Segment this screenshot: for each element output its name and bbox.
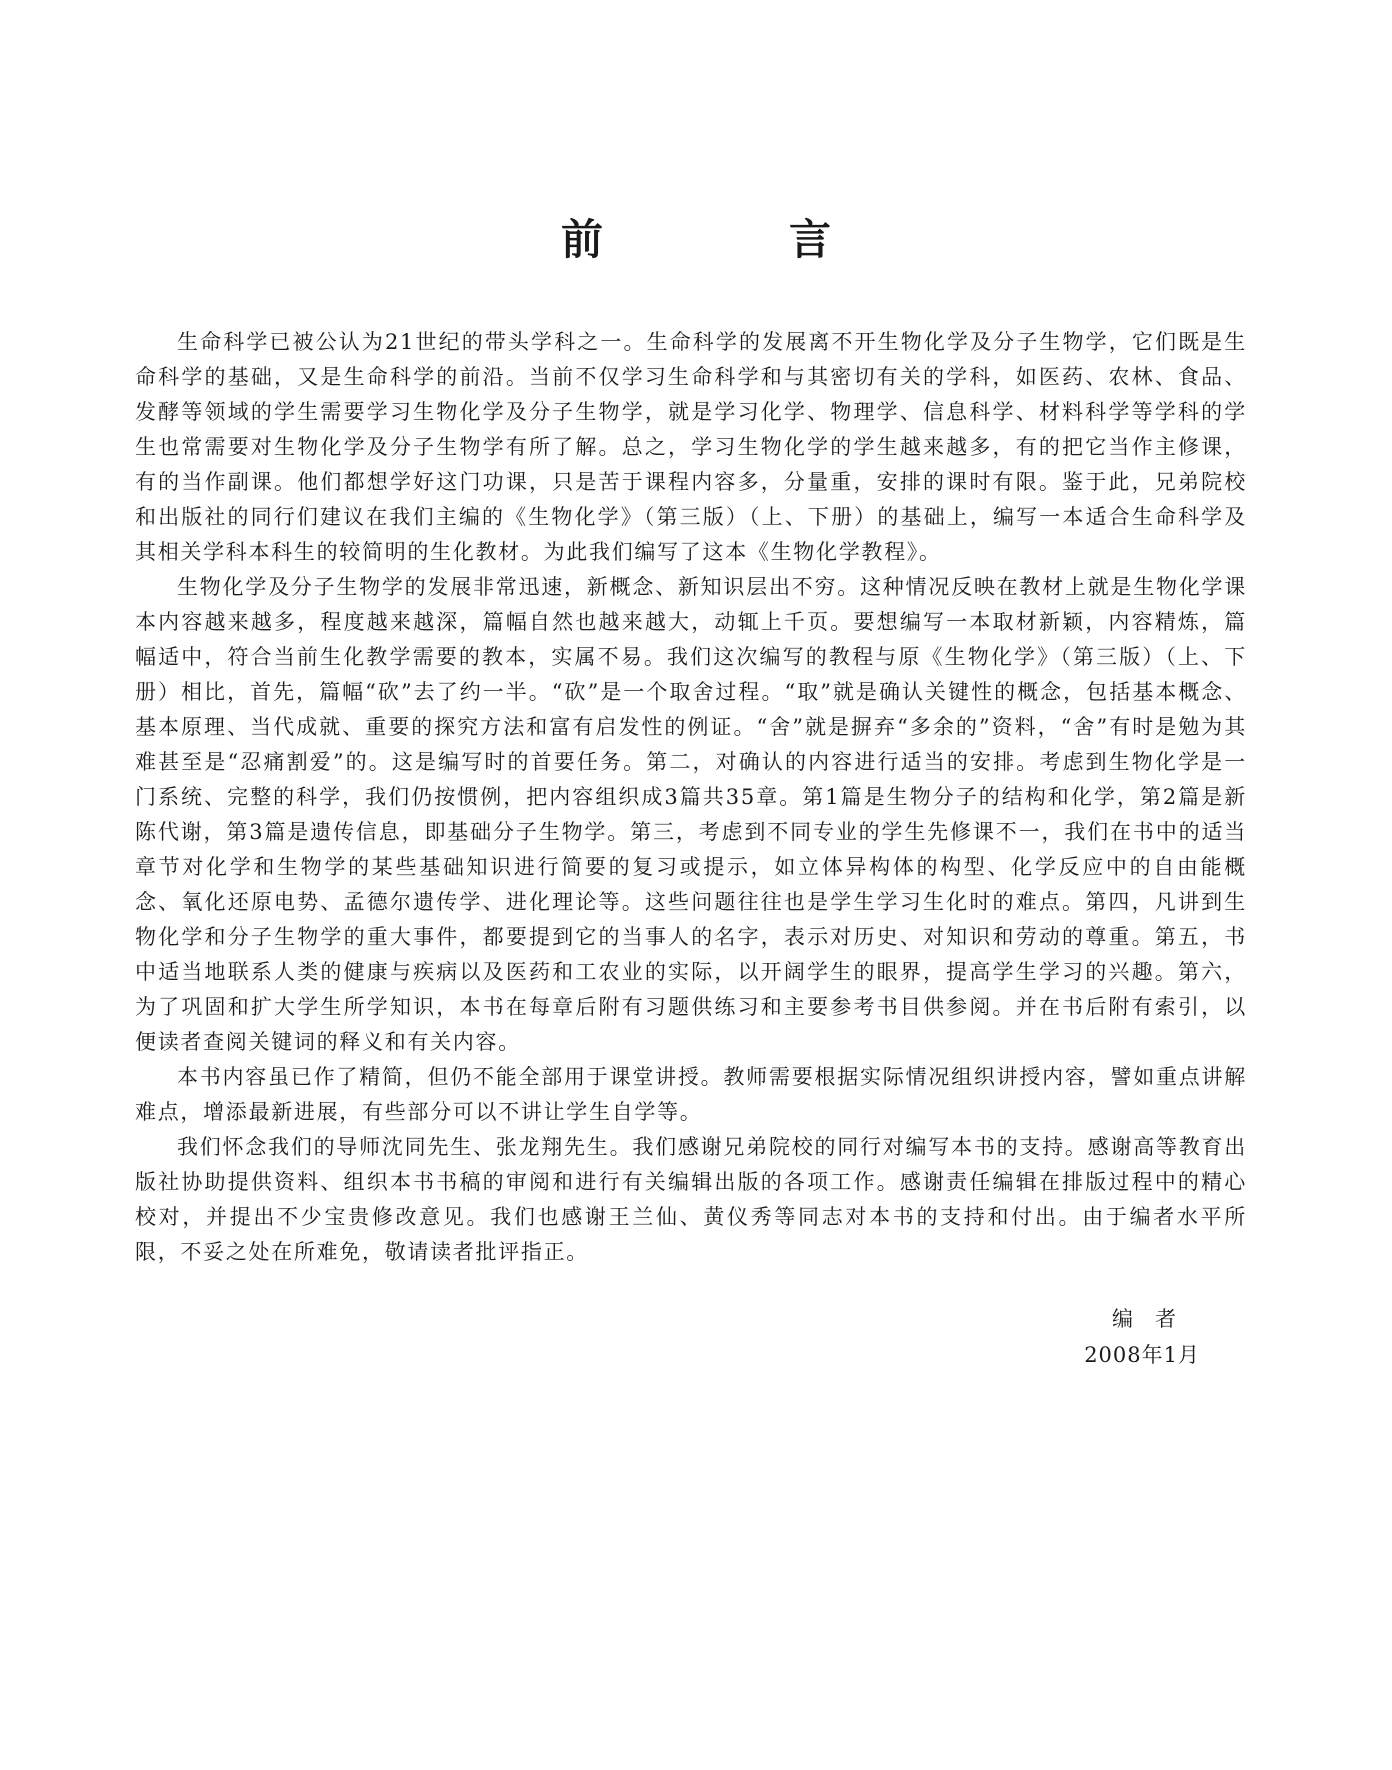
paragraph-1: 生命科学已被公认为21世纪的带头学科之一。生命科学的发展离不开生物化学及分子生物学，它们既是生命科学的基础，又是生命科学的前沿。当前不仅学习生命科学和与其密切有关的学科，如医药、农林、食品、发酵等领域的学生需要学习生物化学及分子生物学，就是学习化学、物理学、信息科学、材料科学等学科的学生也常需要对生物化学及分子生物学有所了解。总之，学习生物化学的学生越来越多，有的把它当作主修课，有的当作副课。他们都想学好这门功课，只是苦于课程内容多，分量重，安排的课时有限。鉴于此，兄弟院校和出版社的同行们建议在我们主编的《生物化学》（第三版）（上、下册）的基础上，编写一本适合生命科学及其相关学科本科生的较简明的生化教材。为此我们编写了这本《生物化学教程》。	[135, 330, 1247, 564]
preface-body	[135, 325, 1247, 1270]
signature-date: 2008年1月	[1084, 1343, 1200, 1367]
paragraph-3: 本书内容虽已作了精简，但仍不能全部用于课堂讲授。教师需要根据实际情况组织讲授内容，譬如重点讲解难点，增添最新进展，有些部分可以不讲让学生自学等。	[135, 1065, 1247, 1124]
paragraph-2: 生物化学及分子生物学的发展非常迅速，新概念、新知识层出不穷。这种情况反映在教材上就是生物化学课本内容越来越多，程度越来越深，篇幅自然也越来越大，动辄上千页。要想编写一本取材新颖，内容精炼，篇幅适中，符合当前生化教学需要的教本，实属不易。我们这次编写的教程与原《生物化学》（第三版）（上、下册）相比，首先，篇幅“砍”去了约一半。“砍”是一个取舍过程。“取”就是确认关键性的概念，包括基本概念、基本原理、当代成就、重要的探究方法和富有启发性的例证。“舍”就是摒弃“多余的”资料，“舍”有时是勉为其难甚至是“忍痛割爱”的。这是编写时的首要任务。第二，对确认的内容进行适当的安排。考虑到生物化学是一门系统、完整的科学，我们仍按惯例，把内容组织成3篇共35章。第1篇是生物分子的结构和化学，第2篇是新陈代谢，第3篇是遗传信息，即基础分子生物学。第三，考虑到不同专业的学生先修课不一，我们在书中的适当章节对化学和生物学的某些基础知识进行简要的复习或提示，如立体异构体的构型、化学反应中的自由能概念、氧化还原电势、孟德尔遗传学、进化理论等。这些问题往往也是学生学习生化时的难点。第四，凡讲到生物化学和分子生物学的重大事件，都要提到它的当事人的名字，表示对历史、对知识和劳动的尊重。第五，书中适当地联系人类的健康与疾病以及医药和工农业的实际，以开阔学生的眼界，提高学生学习的兴趣。第六，为了巩固和扩大学生所学知识，本书在每章后附有习题供练习和主要参考书目供参阅。并在书后附有索引，以便读者查阅关键词的释义和有关内容。	[135, 575, 1247, 1054]
page-title: 前 言	[560, 215, 903, 264]
paragraph-4: 我们怀念我们的导师沈同先生、张龙翔先生。我们感谢兄弟院校的同行对编写本书的支持。感谢高等教育出版社协助提供资料、组织本书书稿的审阅和进行有关编辑出版的各项工作。感谢责任编辑在排版过程中的精心校对，并提出不少宝贵修改意见。我们也感谢王兰仙、黄仪秀等同志对本书的支持和付出。由于编者水平所限，不妥之处在所难免，敬请读者批评指正。	[135, 1135, 1247, 1264]
signature-author: 编者	[1112, 1307, 1198, 1331]
signature-block	[1000, 1301, 1200, 1373]
